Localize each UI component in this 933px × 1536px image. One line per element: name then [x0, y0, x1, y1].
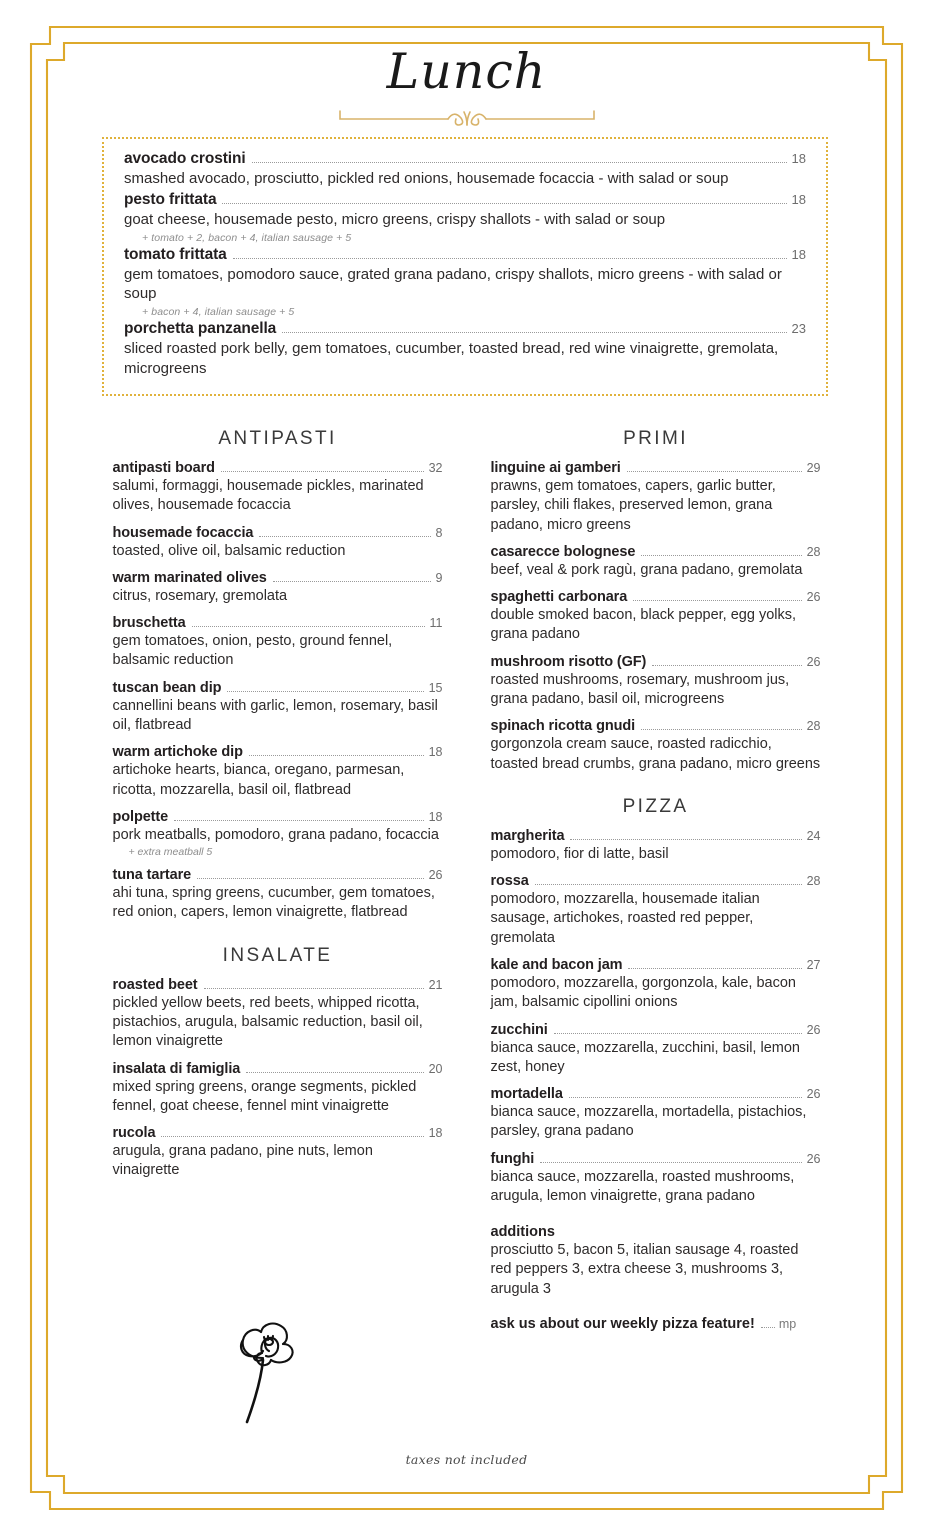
menu-item: [113, 744, 443, 800]
price-leader-dots: [535, 883, 802, 885]
weekly-feature-label: ask us about our weekly pizza feature!: [490, 1316, 755, 1333]
menu-item-description: beef, veal & pork ragù, grana padano, gremolata: [490, 561, 803, 578]
section-heading-primi: PRIMI: [623, 428, 688, 449]
menu-item-description: bianca sauce, mozzarella, roasted mushrooms, arugula, lemon vinaigrette, grana padano: [490, 1168, 795, 1204]
menu-item: [113, 615, 443, 671]
menu-item-price: 8: [435, 525, 443, 540]
menu-item-description: bianca sauce, mozzarella, zucchini, basil, lemon zest, honey: [490, 1039, 800, 1075]
menu-item: [491, 460, 821, 535]
menu-item-name: warm marinated olives: [112, 569, 267, 586]
featured-item-name: porchetta panzanella: [124, 320, 277, 338]
price-leader-dots: [259, 535, 430, 537]
price-leader-dots: [540, 1161, 801, 1163]
menu-item: [113, 809, 443, 858]
price-leader-dots: [174, 819, 424, 821]
price-leader-dots: [233, 257, 787, 259]
price-leader-dots: [192, 625, 425, 627]
right-column: [491, 428, 821, 1332]
menu-item-name: spaghetti carbonara: [490, 589, 628, 606]
featured-item-price: 18: [791, 151, 806, 166]
menu-item-price: 11: [429, 616, 443, 631]
menu-item: [491, 654, 821, 710]
menu-item-description: salumi, formaggi, housemade pickles, marinated olives, housemade focaccia: [112, 478, 424, 514]
section-heading-antipasti: ANTIPASTI: [218, 428, 337, 449]
price-leader-dots: [652, 664, 801, 666]
menu-item: [491, 1086, 821, 1142]
menu-item-price: 28: [806, 544, 821, 559]
price-leader-dots: [273, 580, 431, 582]
menu-item-description: pomodoro, mozzarella, housemade italian sausage, artichokes, roasted red pepper, gremolata: [490, 891, 760, 946]
price-leader-dots: [204, 987, 424, 989]
price-leader-dots: [627, 470, 802, 472]
menu-item: [491, 544, 821, 580]
menu-item-price: 28: [806, 719, 821, 734]
menu-item-description: pork meatballs, pomodoro, grana padano, focaccia: [112, 826, 439, 843]
menu-item-name: tuscan bean dip: [112, 679, 222, 696]
menu-item: [491, 873, 821, 948]
menu-item-description: toasted, olive oil, balsamic reduction: [112, 542, 346, 559]
menu-item-name: mortadella: [490, 1086, 563, 1103]
menu-item-name: spinach ricotta gnudi: [490, 718, 636, 735]
menu-item-name: warm artichoke dip: [112, 744, 243, 761]
menu-item-description: roasted mushrooms, rosemary, mushroom jus, grana padano, basil oil, microgreens: [490, 671, 790, 707]
menu-item-price: 26: [806, 590, 821, 605]
menu-item-price: 15: [428, 680, 443, 695]
menu-item-name: margherita: [490, 827, 565, 844]
menu-item-description: arugula, grana padano, pine nuts, lemon vinaigrette: [112, 1143, 373, 1179]
price-leader-dots: [227, 690, 423, 692]
featured-item-description: gem tomatoes, pomodoro sauce, grated grana padano, crispy shallots, micro greens - with salad or soup: [124, 265, 782, 303]
title-block: [0, 0, 933, 131]
menu-item-price: 26: [428, 868, 443, 883]
menu-item-description: pickled yellow beets, red beets, whipped ricotta, pistachios, arugula, balsamic reduction, basil oil, lemon vinaigrette: [112, 994, 423, 1050]
featured-item-price: 23: [791, 321, 806, 337]
menu-item-price: 20: [428, 1061, 443, 1076]
menu-item-price: 18: [428, 745, 443, 760]
menu-item-description: ahi tuna, spring greens, cucumber, gem tomatoes, red onion, capers, lemon vinaigrette, flatbread: [112, 885, 435, 921]
menu-item-price: 32: [428, 461, 443, 475]
menu-item-price: 28: [806, 874, 821, 889]
weekly-feature-price: mp: [778, 1317, 797, 1332]
price-leader-dots: [161, 1135, 423, 1137]
menu-item-price: 18: [428, 809, 443, 824]
price-leader-dots: [252, 161, 787, 163]
menu-item-price: 26: [806, 1087, 821, 1102]
featured-item-description: sliced roasted pork belly, gem tomatoes, cucumber, toasted bread, red wine vinaigrette, gremolata, microgreens: [124, 340, 779, 377]
menu-item-price: 18: [428, 1126, 443, 1141]
menu-item-price: 29: [806, 461, 821, 475]
menu-item: [113, 977, 443, 1052]
menu-item-description: artichoke hearts, bianca, oregano, parmesan, ricotta, mozzarella, basil oil, flatbread: [112, 762, 405, 798]
price-leader-dots: [569, 1096, 802, 1098]
menu-item: [491, 718, 821, 774]
menu-item: [491, 589, 821, 645]
menu-item: [491, 957, 821, 1013]
page-title: Lunch: [386, 43, 547, 100]
menu-item-description: gem tomatoes, onion, pesto, ground fennel, balsamic reduction: [112, 633, 393, 669]
featured-item-name: pesto frittata: [124, 190, 217, 208]
menu-item-name: tuna tartare: [112, 867, 192, 884]
featured-item-modifier: + tomato + 2, bacon + 4, italian sausage + 5: [142, 231, 352, 244]
menu-item-name: rossa: [490, 873, 529, 890]
menu-item: [113, 680, 443, 736]
menu-item-description: pomodoro, mozzarella, gorgonzola, kale, bacon jam, balsamic cipollini onions: [490, 974, 796, 1011]
price-leader-dots: [641, 728, 802, 730]
menu-item-description: double smoked bacon, black pepper, egg yolks, grana padano: [490, 607, 797, 643]
featured-item-price: 18: [791, 246, 806, 262]
featured-items-box: [102, 137, 828, 396]
menu-item-price: 24: [806, 828, 821, 843]
menu-item-description: mixed spring greens, orange segments, pickled fennel, goat cheese, fennel mint vinaigrette: [112, 1078, 417, 1114]
menu-item-name: insalata di famiglia: [112, 1060, 241, 1077]
additions-title: additions: [490, 1224, 555, 1241]
price-leader-dots: [628, 967, 801, 969]
left-column: [113, 428, 443, 1332]
price-leader-dots: [633, 599, 801, 601]
menu-item-description: cannellini beans with garlic, lemon, rosemary, basil oil, flatbread: [112, 697, 438, 733]
menu-item-name: kale and bacon jam: [490, 956, 623, 973]
price-leader-dots: [554, 1032, 802, 1034]
menu-item-description: citrus, rosemary, gremolata: [112, 587, 288, 604]
menu-item: [491, 1022, 821, 1078]
price-leader-dots: [641, 554, 801, 556]
menu-item: [491, 828, 821, 864]
featured-item-description: goat cheese, housemade pesto, micro greens, crispy shallots - with salad or soup: [124, 210, 666, 228]
menu-item: [113, 867, 443, 923]
menu-item-name: mushroom risotto (GF): [490, 653, 647, 670]
menu-item-name: linguine ai gamberi: [490, 460, 621, 476]
price-leader-dots: [249, 754, 424, 756]
additions-description: prosciutto 5, bacon 5, italian sausage 4, roasted red peppers 3, extra cheese 3, mushrooms 3, arugula 3: [490, 1242, 799, 1297]
featured-item-name: avocado crostini: [124, 150, 246, 167]
section-heading-pizza: PIZZA: [622, 795, 689, 817]
price-leader-dots: [282, 331, 786, 333]
section-heading-insalate: INSALATE: [222, 944, 333, 966]
price-leader-dots: [197, 877, 424, 879]
menu-item-modifier: + extra meatball 5: [128, 846, 213, 859]
menu-item-name: roasted beet: [112, 976, 198, 993]
scroll-flourish-divider-icon: [336, 105, 598, 131]
menu-item-name: casarecce bolognese: [490, 543, 636, 560]
menu-item-description: gorgonzola cream sauce, roasted radicchio, toasted bread crumbs, grana padano, micro greens: [490, 736, 821, 772]
menu-item-description: prawns, gem tomatoes, capers, garlic butter, parsley, chili flakes, preserved lemon, grana padano, micro greens: [490, 478, 776, 533]
price-leader-dots: [246, 1071, 423, 1073]
menu-item-price: 21: [428, 977, 443, 992]
weekly-pizza-feature: [491, 1316, 821, 1332]
menu-item-price: 9: [435, 570, 443, 585]
menu-item-name: polpette: [112, 808, 169, 825]
menu-item: [113, 1125, 443, 1181]
featured-item: [124, 246, 806, 319]
menu-columns: [0, 428, 933, 1332]
featured-item-price: 18: [791, 191, 806, 207]
menu-item: [491, 1151, 821, 1207]
menu-item: [113, 1061, 443, 1117]
footer-tax-note: taxes not included: [405, 1452, 528, 1467]
menu-item-description: pomodoro, fior di latte, basil: [490, 845, 669, 862]
menu-item-name: bruschetta: [112, 615, 186, 632]
menu-item-name: funghi: [490, 1150, 535, 1167]
menu-item: [113, 460, 443, 516]
menu-item-price: 26: [806, 654, 821, 669]
featured-item-description: smashed avocado, prosciutto, pickled red onions, housemade focaccia - with salad or soup: [124, 170, 729, 187]
featured-item: [124, 150, 806, 189]
price-leader-dots: [221, 470, 424, 472]
menu-item-name: housemade focaccia: [112, 524, 254, 541]
price-leader-dots: [570, 838, 801, 840]
menu-item-name: antipasti board: [112, 460, 215, 476]
featured-item: [124, 320, 806, 379]
additions-block: [491, 1224, 821, 1299]
menu-item: [113, 570, 443, 606]
menu-item-price: 26: [806, 1151, 821, 1166]
menu-item: [113, 525, 443, 561]
menu-item-name: zucchini: [490, 1021, 548, 1038]
poppy-flower-icon: [233, 1318, 323, 1446]
price-leader-dots: [761, 1326, 775, 1328]
menu-item-description: bianca sauce, mozzarella, mortadella, pistachios, parsley, grana padano: [490, 1104, 807, 1140]
menu-item-price: 27: [806, 957, 821, 972]
menu-item-name: rucola: [112, 1125, 156, 1142]
price-leader-dots: [222, 202, 786, 204]
menu-item-price: 26: [806, 1022, 821, 1037]
featured-item-name: tomato frittata: [124, 245, 227, 263]
featured-item: [124, 191, 806, 244]
featured-item-modifier: + bacon + 4, italian sausage + 5: [142, 306, 295, 319]
